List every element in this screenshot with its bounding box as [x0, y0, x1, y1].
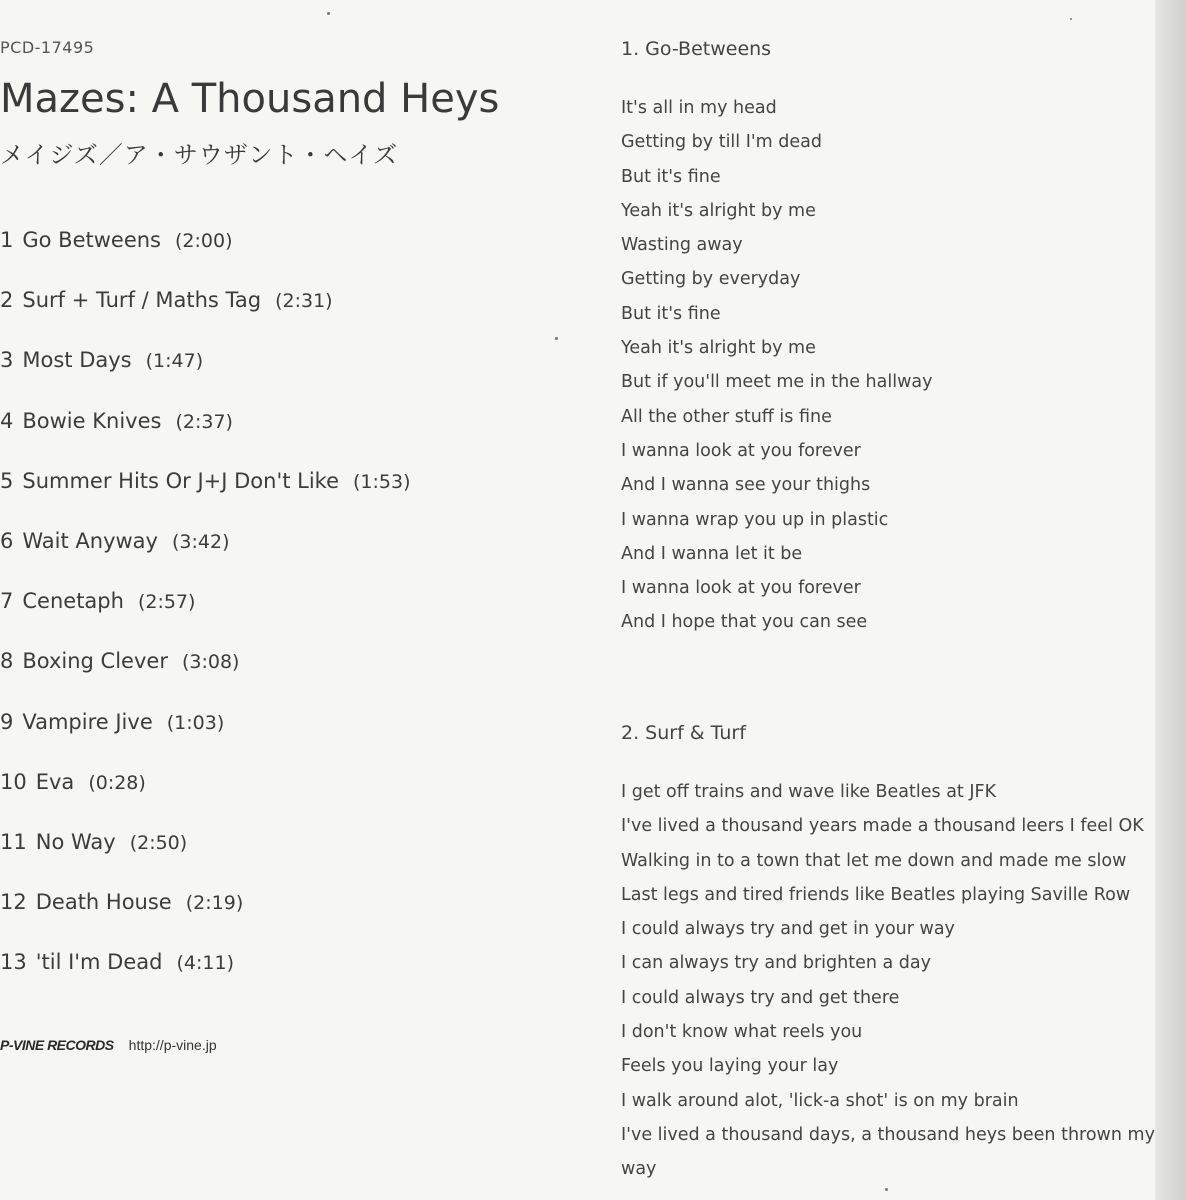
- track-duration: (1:47): [145, 350, 204, 373]
- song-heading: 1. Go-Betweens: [621, 38, 772, 60]
- track-item: [0, 710, 411, 770]
- track-title: Wait Anyway: [22, 528, 158, 553]
- lyrics-list: [621, 782, 1155, 1179]
- record-label: [0, 1035, 217, 1054]
- track-title: Bowie Knives: [22, 408, 162, 433]
- record-label-logo: P-VINE RECORDS: [0, 1037, 114, 1053]
- lyric-line: I wanna look at you forever: [621, 578, 861, 599]
- track-title: Cenetaph: [22, 589, 124, 614]
- track-number: 4: [0, 408, 14, 433]
- lyric-line: I don't know what reels you: [621, 1022, 863, 1043]
- track-item: [0, 770, 411, 830]
- lyric-line: Yeah it's alright by me: [621, 200, 816, 221]
- lyric-line: Getting by till I'm dead: [621, 132, 823, 153]
- lyric-line: I've lived a thousand days, a thousand heys been thrown my: [621, 1124, 1155, 1145]
- lyric-line: I can always try and brighten a day: [621, 953, 931, 974]
- track-title: Most Days: [22, 348, 132, 373]
- track-duration: (3:42): [171, 530, 230, 553]
- lyric-line: And I wanna let it be: [621, 543, 803, 564]
- dust-speck: [327, 12, 330, 15]
- track-number: 10: [0, 769, 27, 794]
- lyric-line: I wanna wrap you up in plastic: [621, 509, 889, 530]
- track-number: 3: [0, 348, 14, 373]
- lyric-line: But if you'll meet me in the hallway: [621, 372, 933, 393]
- track-duration: (2:37): [175, 410, 233, 433]
- track-item: [0, 469, 411, 529]
- song-heading: 2. Surf & Turf: [621, 722, 746, 744]
- track-item: [0, 228, 411, 288]
- track-duration: (2:57): [137, 591, 196, 614]
- track-duration: (0:28): [88, 771, 146, 794]
- track-duration: (2:31): [275, 290, 333, 313]
- track-duration: (2:50): [129, 831, 188, 854]
- track-number: 12: [0, 890, 27, 915]
- track-duration: (2:19): [185, 892, 244, 915]
- track-item: [0, 950, 411, 1010]
- track-number: 6: [0, 528, 14, 553]
- lyric-line: And I wanna see your thighs: [621, 475, 871, 496]
- track-duration: (1:03): [166, 711, 225, 734]
- dust-speck: [885, 1188, 888, 1191]
- track-item: [0, 529, 411, 589]
- lyric-line: I could always try and get there: [621, 987, 900, 1008]
- track-number: 5: [0, 468, 14, 493]
- track-item: [0, 890, 411, 950]
- track-item: [0, 649, 411, 709]
- track-title: Boxing Clever: [22, 649, 168, 674]
- lyric-line: I wanna look at you forever: [621, 440, 861, 461]
- track-number: 7: [0, 589, 14, 614]
- lyric-line: It's all in my head: [621, 98, 777, 118]
- track-title: Summer Hits Or J+J Don't Like: [22, 468, 340, 493]
- track-item: [0, 589, 411, 649]
- lyric-line: Walking in to a town that let me down and made me slow: [621, 850, 1127, 871]
- lyric-line: I've lived a thousand years made a thousand leers I feel OK: [621, 816, 1144, 837]
- song-lyrics-1: [621, 38, 932, 647]
- track-number: 11: [0, 829, 27, 854]
- song-lyrics-2: [621, 722, 1155, 1179]
- track-item: [0, 830, 411, 890]
- lyric-line: I could always try and get in your way: [621, 919, 955, 940]
- record-label-url: http://p-vine.jp: [128, 1037, 217, 1053]
- track-number: 2: [0, 288, 14, 313]
- lyric-line: Getting by everyday: [621, 269, 801, 290]
- track-number: 1: [0, 228, 14, 252]
- track-title: Surf + Turf / Maths Tag: [22, 288, 262, 313]
- track-duration: (1:53): [353, 470, 411, 493]
- lyric-line: Feels you laying your lay: [621, 1056, 839, 1077]
- album-title: Mazes: A Thousand Heys: [0, 76, 500, 122]
- track-title: 'til I'm Dead: [35, 950, 163, 975]
- catalog-number: PCD-17495: [0, 38, 95, 57]
- track-title: Go Betweens: [22, 228, 161, 252]
- track-title: Eva: [35, 769, 75, 794]
- track-title: No Way: [35, 829, 116, 854]
- lyric-line: And I hope that you can see: [621, 612, 868, 633]
- track-duration: (3:08): [181, 651, 240, 674]
- lyric-line: Yeah it's alright by me: [621, 338, 816, 359]
- album-title-japanese: メイジズ／ア・サウザント・ヘイズ: [0, 141, 399, 169]
- lyric-line: I walk around alot, 'lick-a shot' is on my brain: [621, 1090, 1019, 1111]
- lyric-line: But it's fine: [621, 166, 721, 187]
- dust-speck: [555, 337, 558, 340]
- lyric-line: Last legs and tired friends like Beatles playing Saville Row: [621, 884, 1131, 905]
- track-title: Death House: [35, 890, 172, 915]
- lyrics-list: [621, 98, 932, 647]
- lyric-line: All the other stuff is fine: [621, 406, 832, 427]
- track-duration: (2:00): [175, 230, 233, 252]
- track-number: 8: [0, 649, 14, 674]
- lyric-line-continuation: way: [621, 1159, 657, 1180]
- track-number: 9: [0, 709, 14, 734]
- lyric-line: I get off trains and wave like Beatles at JFK: [621, 782, 997, 802]
- track-item: [0, 348, 411, 408]
- dust-speck: [1070, 18, 1072, 20]
- track-item: [0, 288, 411, 348]
- tracklist: [0, 228, 411, 1010]
- lyric-line: Wasting away: [621, 235, 743, 256]
- track-title: Vampire Jive: [22, 709, 153, 734]
- lyric-line: But it's fine: [621, 303, 721, 324]
- page-edge: [1155, 0, 1185, 1200]
- track-item: [0, 409, 411, 469]
- track-duration: (4:11): [176, 952, 234, 975]
- track-number: 13: [0, 950, 27, 975]
